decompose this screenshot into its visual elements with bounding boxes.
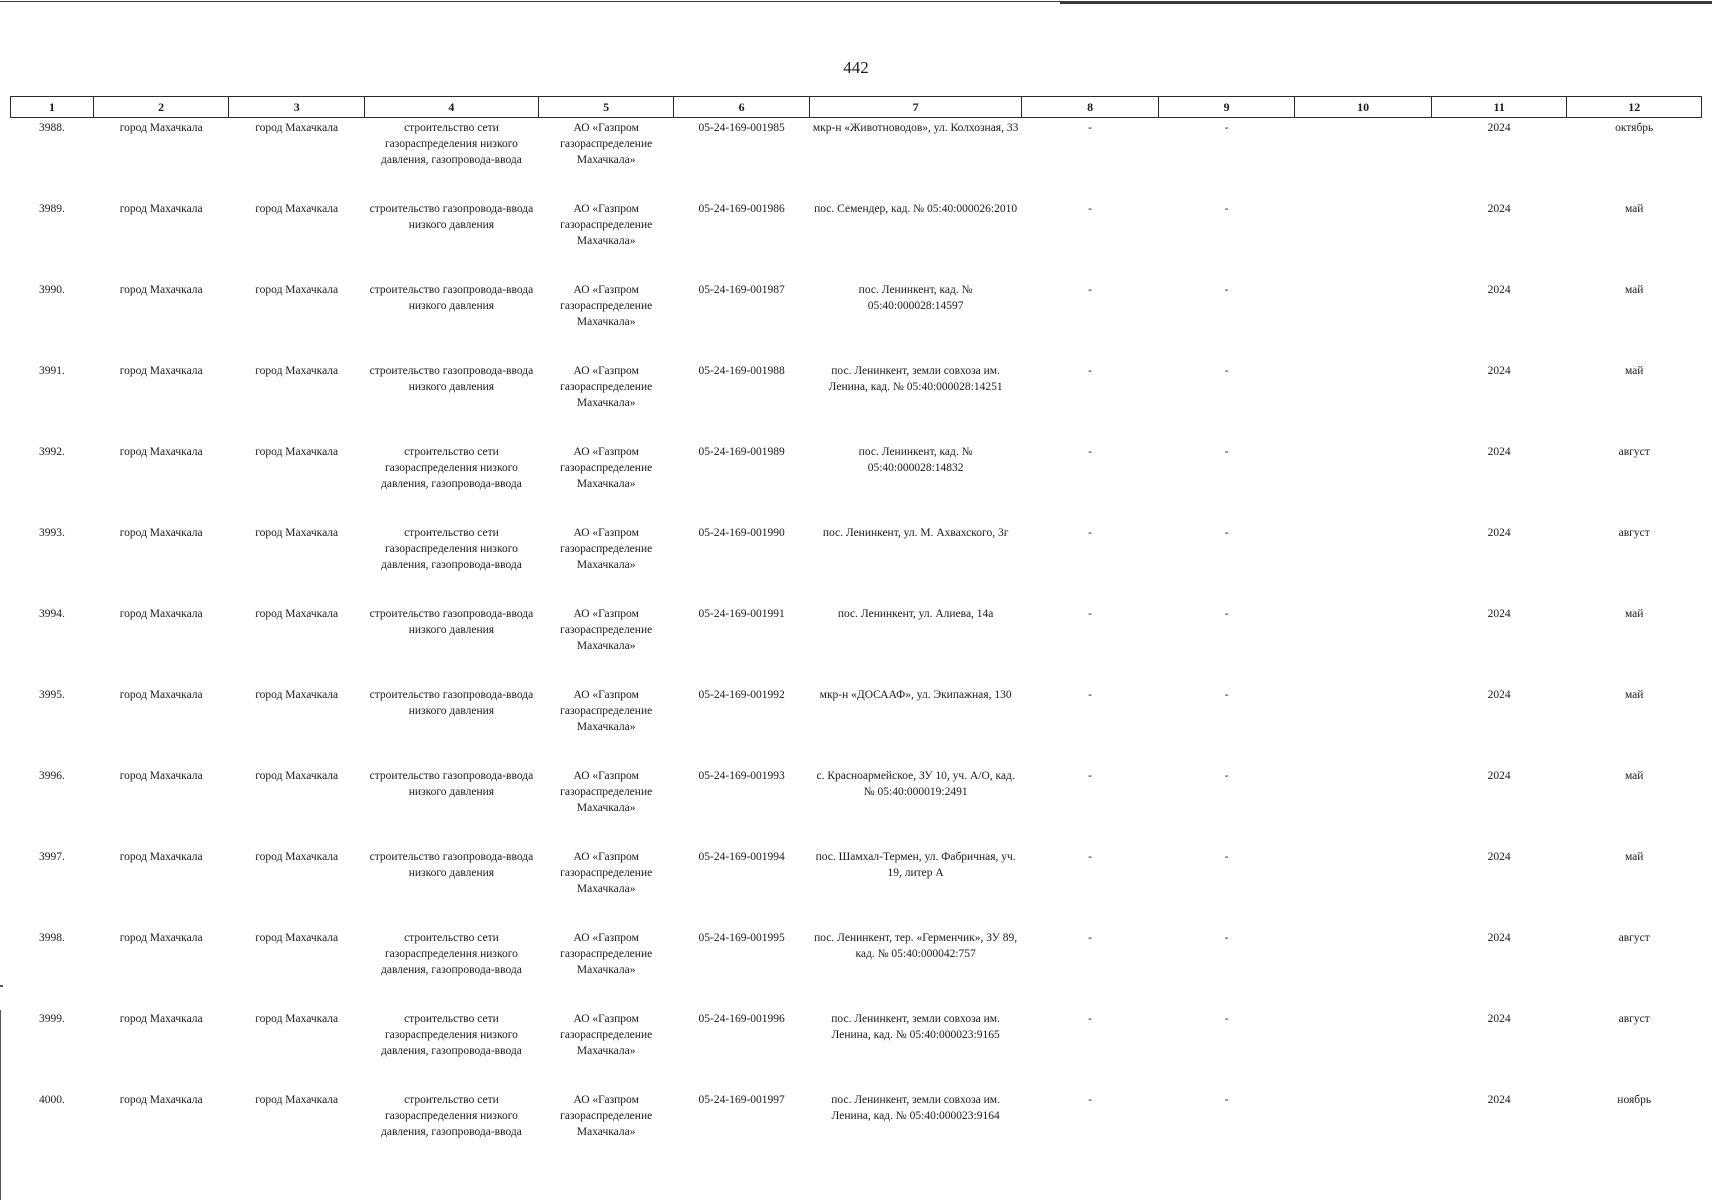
row-number: 3994. — [39, 608, 65, 620]
year-cell: 2024 — [1487, 1094, 1511, 1106]
code-cell: 05-24-169-001991 — [698, 608, 785, 620]
col8-cell: - — [1088, 365, 1092, 377]
col-header-3: 3 — [229, 97, 365, 118]
object-cell: строительство газопровода-ввода низкого давления — [369, 851, 534, 879]
col9-cell: - — [1224, 770, 1229, 782]
year-cell: 2024 — [1487, 203, 1511, 215]
col10-cell — [1295, 1009, 1432, 1090]
municipality-cell: город Махачкала — [119, 770, 203, 782]
col-header-10: 10 — [1295, 97, 1432, 118]
col8-cell: - — [1088, 932, 1092, 944]
organization-cell: АО «Газпром газораспределение Махачкала» — [560, 608, 653, 652]
object-cell: строительство сети газораспределения низкого давления, газопровода-ввода — [381, 527, 522, 571]
address-cell: пос. Ленинкент, земли совхоза им. Ленина, кад. № 05:40:000023:9165 — [831, 1013, 1000, 1041]
address-cell: пос. Ленинкент, земли совхоза им. Ленина, кад. № 05:40:000023:9164 — [831, 1094, 1000, 1122]
settlement-cell: город Махачкала — [255, 446, 339, 458]
municipality-cell: город Махачкала — [119, 203, 203, 215]
month-cell: май — [1624, 689, 1644, 701]
table-row — [11, 847, 1702, 928]
table-row — [11, 1090, 1702, 1171]
scan-left-edge — [0, 1010, 1, 1200]
month-cell: май — [1624, 770, 1644, 782]
code-cell: 05-24-169-001986 — [698, 203, 785, 215]
organization-cell: АО «Газпром газораспределение Махачкала» — [560, 527, 653, 571]
col-header-1: 1 — [11, 97, 94, 118]
address-cell: пос. Ленинкент, кад. № 05:40:000028:14832 — [858, 446, 973, 474]
col9-cell: - — [1224, 608, 1229, 620]
object-cell: строительство газопровода-ввода низкого давления — [369, 689, 534, 717]
col8-cell: - — [1088, 608, 1092, 620]
col-header-8: 8 — [1022, 97, 1159, 118]
settlement-cell: город Махачкала — [255, 122, 339, 134]
organization-cell: АО «Газпром газораспределение Махачкала» — [560, 932, 653, 976]
row-number: 4000. — [39, 1094, 65, 1106]
municipality-cell: город Махачкала — [119, 851, 203, 863]
col-header-5: 5 — [538, 97, 674, 118]
col-header-12: 12 — [1567, 97, 1702, 118]
code-cell: 05-24-169-001988 — [698, 365, 785, 377]
row-number: 3989. — [39, 203, 65, 215]
object-cell: строительство газопровода-ввода низкого давления — [369, 203, 534, 231]
organization-cell: АО «Газпром газораспределение Махачкала» — [560, 1013, 653, 1057]
col8-cell: - — [1088, 527, 1092, 539]
settlement-cell: город Махачкала — [255, 1013, 339, 1025]
table-row — [11, 523, 1702, 604]
address-cell: с. Красноармейское, ЗУ 10, уч. А/О, кад. № 05:40:000019:2491 — [816, 770, 1015, 798]
organization-cell: АО «Газпром газораспределение Махачкала» — [560, 446, 653, 490]
code-cell: 05-24-169-001995 — [698, 932, 785, 944]
table-row — [11, 442, 1702, 523]
col9-cell: - — [1224, 1013, 1229, 1025]
code-cell: 05-24-169-001987 — [698, 284, 785, 296]
col8-cell: - — [1088, 770, 1092, 782]
code-cell: 05-24-169-001985 — [698, 122, 785, 134]
year-cell: 2024 — [1487, 122, 1511, 134]
col9-cell: - — [1224, 284, 1229, 296]
municipality-cell: город Махачкала — [119, 608, 203, 620]
address-cell: мкр-н «ДОСААФ», ул. Экипажная, 130 — [819, 689, 1012, 701]
year-cell: 2024 — [1487, 284, 1511, 296]
month-cell: октябрь — [1615, 122, 1654, 134]
object-cell: строительство сети газораспределения низкого давления, газопровода-ввода — [381, 932, 522, 976]
table-row — [11, 361, 1702, 442]
table-row — [11, 118, 1702, 200]
col9-cell: - — [1224, 365, 1229, 377]
row-number: 3997. — [39, 851, 65, 863]
row-number: 3999. — [39, 1013, 65, 1025]
municipality-cell: город Махачкала — [119, 1013, 203, 1025]
object-cell: строительство сети газораспределения низкого давления, газопровода-ввода — [381, 122, 522, 166]
month-cell: май — [1624, 284, 1644, 296]
col10-cell — [1295, 1090, 1432, 1171]
object-cell: строительство сети газораспределения низкого давления, газопровода-ввода — [381, 446, 522, 490]
col10-cell — [1295, 361, 1432, 442]
settlement-cell: город Махачкала — [255, 932, 339, 944]
code-cell: 05-24-169-001996 — [698, 1013, 785, 1025]
object-cell: строительство газопровода-ввода низкого давления — [369, 284, 534, 312]
organization-cell: АО «Газпром газораспределение Махачкала» — [560, 122, 653, 166]
header-row — [11, 97, 1702, 118]
code-cell: 05-24-169-001994 — [698, 851, 785, 863]
scan-mark — [0, 985, 3, 987]
col10-cell — [1295, 280, 1432, 361]
code-cell: 05-24-169-001990 — [698, 527, 785, 539]
row-number: 3995. — [39, 689, 65, 701]
year-cell: 2024 — [1487, 446, 1511, 458]
object-cell: строительство сети газораспределения низкого давления, газопровода-ввода — [381, 1094, 522, 1138]
settlement-cell: город Махачкала — [255, 770, 339, 782]
address-cell: пос. Ленинкент, тер. «Герменчик», ЗУ 89, кад. № 05:40:000042:757 — [814, 932, 1018, 960]
month-cell: ноябрь — [1617, 1094, 1652, 1106]
municipality-cell: город Махачкала — [119, 284, 203, 296]
municipality-cell: город Махачкала — [119, 122, 203, 134]
col-header-11: 11 — [1431, 97, 1567, 118]
year-cell: 2024 — [1487, 608, 1511, 620]
month-cell: август — [1618, 1013, 1650, 1025]
address-cell: пос. Ленинкент, кад. № 05:40:000028:14597 — [858, 284, 973, 312]
col10-cell — [1295, 928, 1432, 1009]
settlement-cell: город Махачкала — [255, 284, 339, 296]
code-cell: 05-24-169-001997 — [698, 1094, 785, 1106]
month-cell: август — [1618, 932, 1650, 944]
year-cell: 2024 — [1487, 770, 1511, 782]
month-cell: май — [1624, 608, 1644, 620]
address-cell: пос. Ленинкент, земли совхоза им. Ленина, кад. № 05:40:000028:14251 — [828, 365, 1003, 393]
row-number: 3992. — [39, 446, 65, 458]
year-cell: 2024 — [1487, 365, 1511, 377]
object-cell: строительство сети газораспределения низкого давления, газопровода-ввода — [381, 1013, 522, 1057]
col8-cell: - — [1088, 203, 1092, 215]
address-cell: пос. Шамхал-Термен, ул. Фабричная, уч. 19, литер А — [815, 851, 1016, 879]
col9-cell: - — [1224, 122, 1229, 134]
organization-cell: АО «Газпром газораспределение Махачкала» — [560, 689, 653, 733]
year-cell: 2024 — [1487, 689, 1511, 701]
object-cell: строительство газопровода-ввода низкого давления — [369, 770, 534, 798]
table-row — [11, 604, 1702, 685]
settlement-cell: город Махачкала — [255, 851, 339, 863]
year-cell: 2024 — [1487, 1013, 1511, 1025]
municipality-cell: город Махачкала — [119, 932, 203, 944]
table-row — [11, 685, 1702, 766]
address-cell: пос. Ленинкент, ул. М. Ахвахского, 3г — [822, 527, 1009, 539]
address-cell: мкр-н «Животноводов», ул. Колхозная, 33 — [812, 122, 1019, 134]
row-number: 3993. — [39, 527, 65, 539]
col9-cell: - — [1224, 203, 1229, 215]
row-number: 3991. — [39, 365, 65, 377]
register-table — [10, 96, 1702, 1171]
organization-cell: АО «Газпром газораспределение Махачкала» — [560, 365, 653, 409]
col10-cell — [1295, 199, 1432, 280]
col8-cell: - — [1088, 1094, 1092, 1106]
organization-cell: АО «Газпром газораспределение Махачкала» — [560, 770, 653, 814]
municipality-cell: город Махачкала — [119, 1094, 203, 1106]
col-header-7: 7 — [809, 97, 1021, 118]
address-cell: пос. Ленинкент, ул. Алиева, 14а — [837, 608, 994, 620]
code-cell: 05-24-169-001992 — [698, 689, 785, 701]
settlement-cell: город Махачкала — [255, 1094, 339, 1106]
page-number: 442 — [843, 58, 869, 77]
col8-cell: - — [1088, 689, 1092, 701]
col10-cell — [1295, 118, 1432, 200]
organization-cell: АО «Газпром газораспределение Махачкала» — [560, 203, 653, 247]
col8-cell: - — [1088, 851, 1092, 863]
row-number: 3998. — [39, 932, 65, 944]
col9-cell: - — [1224, 851, 1229, 863]
col10-cell — [1295, 766, 1432, 847]
row-number: 3996. — [39, 770, 65, 782]
month-cell: май — [1624, 365, 1644, 377]
scan-edge-line-right — [1060, 2, 1712, 4]
organization-cell: АО «Газпром газораспределение Махачкала» — [560, 1094, 653, 1138]
col10-cell — [1295, 442, 1432, 523]
col-header-4: 4 — [364, 97, 538, 118]
code-cell: 05-24-169-001993 — [698, 770, 785, 782]
col8-cell: - — [1088, 1013, 1092, 1025]
col-header-9: 9 — [1158, 97, 1295, 118]
object-cell: строительство газопровода-ввода низкого давления — [369, 365, 534, 393]
organization-cell: АО «Газпром газораспределение Махачкала» — [560, 851, 653, 895]
col8-cell: - — [1088, 446, 1092, 458]
col10-cell — [1295, 847, 1432, 928]
municipality-cell: город Махачкала — [119, 446, 203, 458]
address-cell: пос. Семендер, кад. № 05:40:000026:2010 — [814, 203, 1018, 215]
settlement-cell: город Махачкала — [255, 365, 339, 377]
table-row — [11, 1009, 1702, 1090]
table-row — [11, 766, 1702, 847]
year-cell: 2024 — [1487, 527, 1511, 539]
col10-cell — [1295, 604, 1432, 685]
settlement-cell: город Махачкала — [255, 608, 339, 620]
row-number: 3988. — [39, 122, 65, 134]
settlement-cell: город Махачкала — [255, 203, 339, 215]
settlement-cell: город Махачкала — [255, 527, 339, 539]
code-cell: 05-24-169-001989 — [698, 446, 785, 458]
col9-cell: - — [1224, 1094, 1229, 1106]
organization-cell: АО «Газпром газораспределение Махачкала» — [560, 284, 653, 328]
col8-cell: - — [1088, 122, 1092, 134]
object-cell: строительство газопровода-ввода низкого давления — [369, 608, 534, 636]
month-cell: август — [1618, 527, 1650, 539]
col9-cell: - — [1224, 689, 1229, 701]
col8-cell: - — [1088, 284, 1092, 296]
month-cell: май — [1624, 851, 1644, 863]
month-cell: май — [1624, 203, 1644, 215]
municipality-cell: город Махачкала — [119, 527, 203, 539]
table-row — [11, 928, 1702, 1009]
col-header-6: 6 — [674, 97, 810, 118]
col9-cell: - — [1224, 932, 1229, 944]
col10-cell — [1295, 685, 1432, 766]
col-header-2: 2 — [93, 97, 229, 118]
municipality-cell: город Махачкала — [119, 365, 203, 377]
col9-cell: - — [1224, 527, 1229, 539]
municipality-cell: город Махачкала — [119, 689, 203, 701]
col10-cell — [1295, 523, 1432, 604]
row-number: 3990. — [39, 284, 65, 296]
settlement-cell: город Махачкала — [255, 689, 339, 701]
year-cell: 2024 — [1487, 851, 1511, 863]
table-row — [11, 199, 1702, 280]
table-row — [11, 280, 1702, 361]
col9-cell: - — [1224, 446, 1229, 458]
year-cell: 2024 — [1487, 932, 1511, 944]
month-cell: август — [1618, 446, 1650, 458]
